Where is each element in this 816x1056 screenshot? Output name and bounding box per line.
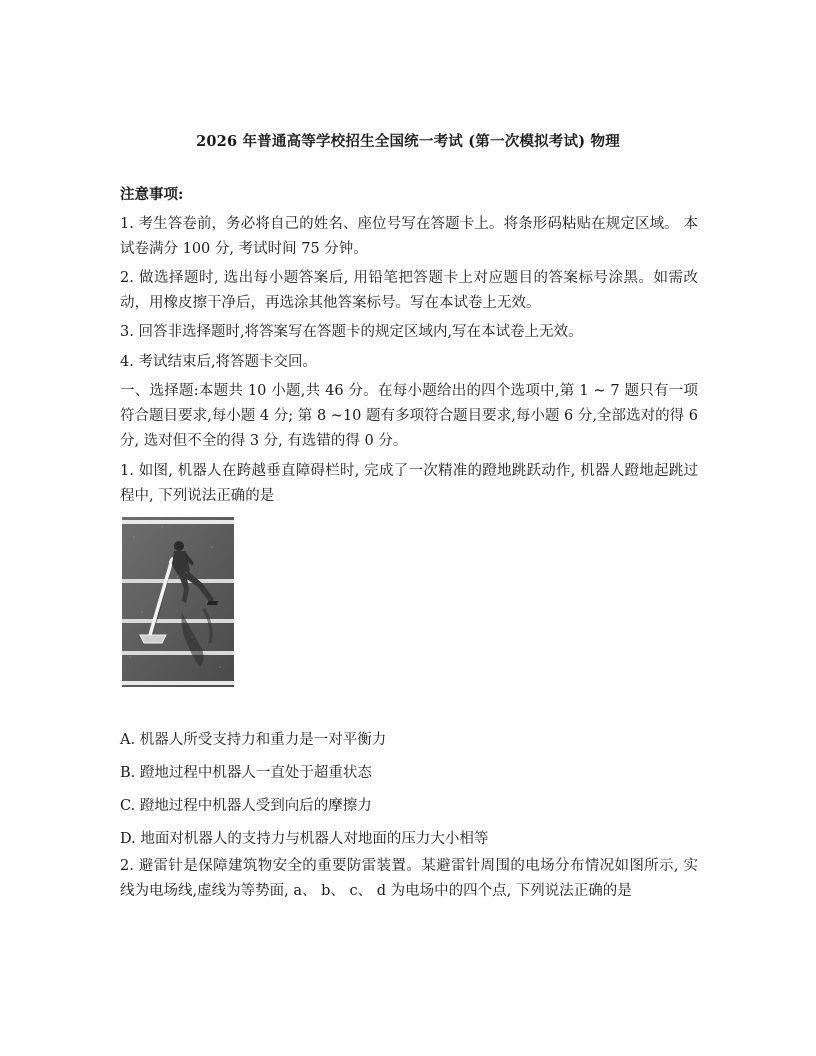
notice-item-1: 1. 考生答卷前，务必将自己的姓名、座位号写在答题卡上。将条形码粘贴在规定区域。 本试卷满分 100 分, 考试时间 75 分钟。 [120,216,698,257]
question-2-stem: 2. 避雷针是保障建筑物安全的重要防雷装置。某避雷针周围的电场分布情况如图所示, 实线为电场线,虚线为等势面, a、 b、 c、 d 为电场中的四个点, 下列说法正确的是 [120,858,698,899]
notice-item-2: 2. 做选择题时, 选出每小题答案后, 用铅笔把答题卡上对应题目的答案标号涂黑。如需改动，用橡皮擦干净后，再选涂其他答案标号。写在本试卷上无效。 [120,270,698,311]
section-instructions: 一、选择题:本题共 10 小题,共 46 分。在每小题给出的四个选项中,第 1 ~ 7 题只有一项符合题目要求,每小题 4 分; 第 8 ~10 题有多项符合题目要求,每小题 6 分,全部选对的得 6 分, 选对但不全的得 3 分, 有选错的得 0 分。 [120,383,698,449]
robot-hurdle-photo [122,517,234,687]
question-1-option-b: B. 蹬地过程中机器人一直处于超重状态 [120,765,372,781]
notice-heading: 注意事项: [120,186,184,203]
notice-item-3: 3. 回答非选择题时,将答案写在答题卡的规定区域内,写在本试卷上无效。 [120,324,583,340]
question-1-option-a: A. 机器人所受支持力和重力是一对平衡力 [120,732,387,748]
page-title: 2026 年普通高等学校招生全国统一考试 (第一次模拟考试) 物理 [196,133,620,150]
notice-item-4: 4. 考试结束后,将答题卡交回。 [120,354,318,370]
question-1-option-d: D. 地面对机器人的支持力与机器人对地面的压力大小相等 [120,831,489,847]
question-1-stem: 1. 如图, 机器人在跨越垂直障碍栏时, 完成了一次精准的蹬地跳跃动作, 机器人蹬地起跳过程中, 下列说法正确的是 [120,463,698,504]
question-1-option-c: C. 蹬地过程中机器人受到向后的摩擦力 [120,798,372,814]
